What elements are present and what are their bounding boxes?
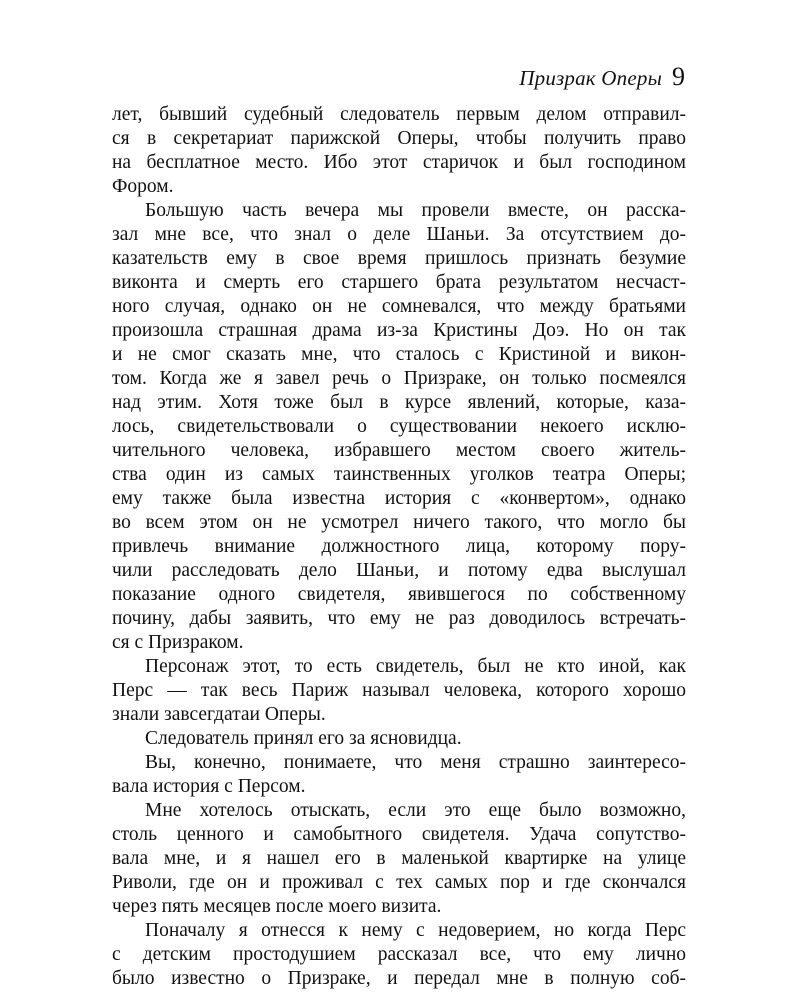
text-line: Вы, конечно, понимаете, что меня страшно заинтересо-: [145, 752, 686, 773]
text-line: Риволи, где он и проживал с тех самых пор и где скончался: [112, 872, 686, 893]
text-line: чили расследовать дело Шаньи, и потому едва выслушал: [112, 560, 686, 581]
text-line: знали завсегдатаи Оперы.: [112, 704, 326, 725]
text-line: зал мне все, что знал о деле Шаньи. За отсутствием до-: [112, 224, 686, 245]
text-line: лет, бывший судебный следователь первым делом отправил-: [112, 104, 686, 125]
text-line: было известно о Призраке, и передал мне в полную соб-: [112, 968, 686, 989]
text-line: Фором.: [112, 176, 174, 197]
text-line: почину, дабы заявить, что ему не раз доводилось встречать-: [112, 608, 686, 629]
text-line: ся в секретариат парижской Оперы, чтобы получить право: [112, 128, 686, 149]
text-line: через пять месяцев после моего визита.: [112, 896, 442, 917]
text-line: Персонаж этот, то есть свидетель, был не кто иной, как: [145, 656, 686, 677]
text-line: и не смог сказать мне, что сталось с Кристиной и викон-: [112, 344, 686, 365]
text-line: столь ценного и самобытного свидетеля. Удача сопутство-: [112, 824, 686, 845]
text-line: привлечь внимание должностного лица, которому пору-: [112, 536, 686, 557]
text-line: Следователь принял его за ясновидца.: [145, 728, 462, 749]
text-line: во всем этом он не усмотрел ничего такого, что могло бы: [112, 512, 686, 533]
body-text: [112, 103, 686, 991]
text-line: ему также была известна история с «конвертом», однако: [112, 488, 686, 509]
text-line: вала история с Персом.: [112, 776, 306, 797]
text-line: Поначалу я отнесся к нему с недоверием, но когда Перс: [145, 920, 686, 941]
text-line: ного случая, однако он не сомневался, что между братьями: [112, 296, 686, 317]
text-line: ся с Призраком.: [112, 632, 244, 653]
text-line: вала мне, и я нашел его в маленькой квартирке на улице: [112, 848, 686, 869]
text-line: чительного человека, избравшего местом своего житель-: [112, 440, 686, 461]
text-line: Мне хотелось отыскать, если это еще было возможно,: [145, 800, 686, 821]
text-line: лось, свидетельствовали о существовании некоего исклю-: [112, 416, 686, 437]
page-number: 9: [672, 62, 685, 91]
running-header: [519, 62, 685, 92]
text-line: виконта и смерть его старшего брата результатом несчаст-: [112, 272, 686, 293]
text-line: том. Когда же я завел речь о Призраке, он только посмеялся: [112, 368, 686, 389]
text-line: показание одного свидетеля, явившегося по собственному: [112, 584, 686, 605]
text-line: Большую часть вечера мы провели вместе, он расска-: [145, 200, 686, 221]
text-line: Перс — так весь Париж называл человека, которого хорошо: [112, 680, 686, 701]
text-line: на бесплатное место. Ибо этот старичок и был господином: [112, 152, 686, 173]
text-line: над этим. Хотя тоже был в курсе явлений, которые, каза-: [112, 392, 686, 413]
text-line: ства один из самых таинственных уголков театра Оперы;: [112, 464, 686, 485]
text-line: с детским простодушием рассказал все, что ему лично: [112, 944, 686, 965]
text-line: казательств ему в свое время пришлось признать безумие: [112, 248, 686, 269]
text-line: произошла страшная драма из-за Кристины Доэ. Но он так: [112, 320, 686, 341]
running-title: Призрак Оперы: [519, 66, 662, 90]
